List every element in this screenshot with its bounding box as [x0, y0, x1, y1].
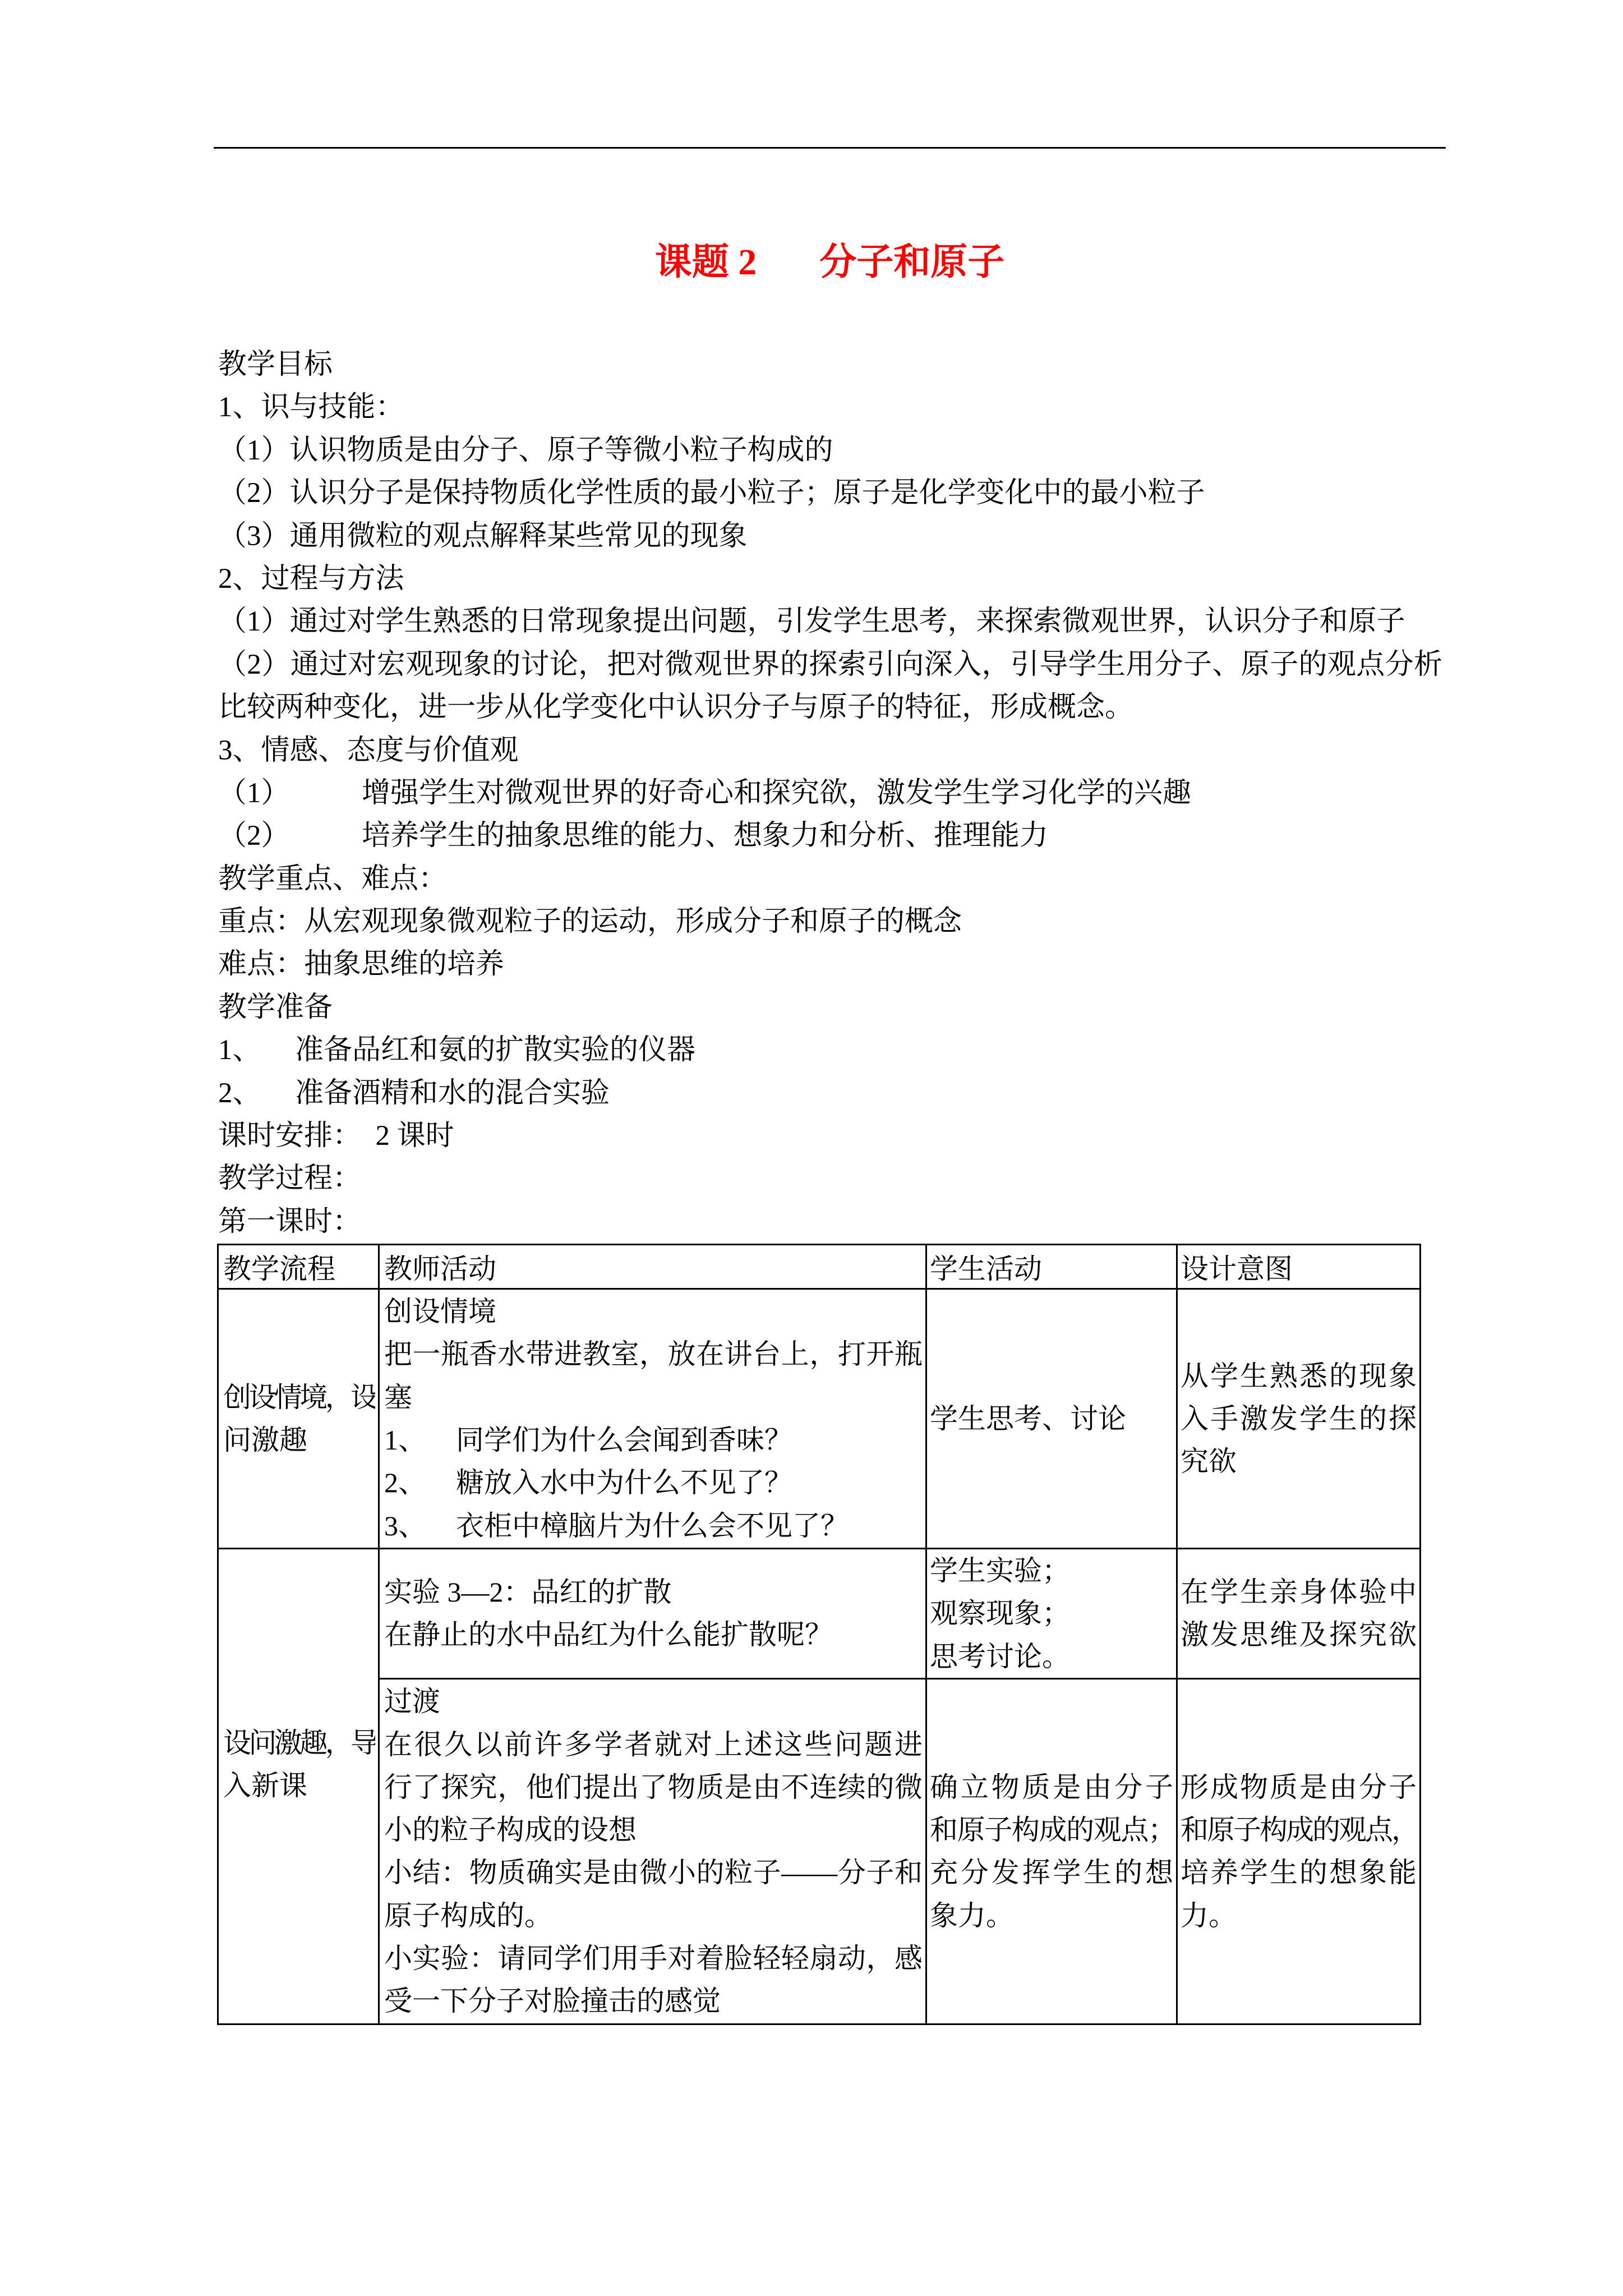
section-heading-first-period: 第一课时：	[218, 1205, 362, 1237]
cell-line: 受一下分子对脸撞击的感觉	[384, 1985, 721, 2017]
key-point: 重点：从宏观现象微观粒子的运动，形成分子和原子的概念	[218, 906, 962, 938]
cell-line: 在很久以前许多学者就对上述这些问题进	[384, 1728, 923, 1760]
cell-line: 从学生熟悉的现象	[1181, 1360, 1417, 1392]
list-marker: 2、	[384, 1467, 426, 1499]
list-marker: 1、	[384, 1424, 426, 1456]
table-row	[218, 1678, 1421, 2024]
cell-line: 象力。	[930, 1899, 1014, 1931]
preparation-item	[218, 1072, 1442, 1115]
objective-item: （1）通过对学生熟悉的日常现象提出问题，引发学生思考，来探索微观世界，认识分子和原子	[218, 606, 1405, 638]
cell-line: 实验 3—2：品红的扩散	[384, 1576, 672, 1608]
objective-item: （2）通过对宏观现象的讨论，把对微观世界的探索引向深入，引导学生用分子、原子的观点分析	[218, 648, 1442, 680]
objective-item: （1）认识物质是由分子、原子等微小粒子构成的	[218, 434, 833, 466]
cell-line: 究欲	[1181, 1446, 1237, 1478]
cell-line: 在静止的水中品红为什么能扩散呢？	[384, 1619, 833, 1651]
teacher-activity-cell	[379, 1289, 926, 1549]
subsection-heading: 3、情感、态度与价值观	[218, 734, 519, 766]
lesson-name: 分子和原子	[819, 242, 1005, 283]
cell-line: 形成物质是由分子	[1181, 1771, 1417, 1803]
lesson-number: 课题 2	[654, 242, 757, 283]
cell-line: 学生思考、讨论	[930, 1402, 1126, 1434]
student-activity-cell	[926, 1678, 1177, 2024]
cell-line: 创设情境，设	[223, 1381, 375, 1413]
list-text: 准备品红和氨的扩散实验的仪器	[295, 1034, 696, 1066]
cell-line: 和原子构成的观点；	[930, 1814, 1173, 1846]
cell-line: 问激趣	[223, 1424, 307, 1456]
list-marker: 2、	[218, 1077, 261, 1109]
header-cell-student: 学生活动	[926, 1245, 1177, 1289]
page-title	[214, 240, 1446, 285]
stage-cell	[218, 1549, 379, 2024]
table-row	[218, 1289, 1421, 1549]
cell-line: 设问激趣，导	[223, 1727, 375, 1759]
cell-line: 小的粒子构成的设想	[384, 1814, 637, 1846]
list-marker: 3、	[384, 1510, 426, 1542]
cell-line: 创设情境	[384, 1296, 496, 1328]
objective-item	[218, 772, 1442, 815]
cell-line: 入手激发学生的探	[1181, 1402, 1417, 1434]
cell-line: 小实验：请同学们用手对着脸轻轻扇动，感	[384, 1942, 923, 1974]
header-rule	[214, 147, 1446, 149]
list-marker: （2）	[218, 820, 290, 852]
lesson-flow-table	[217, 1244, 1421, 2025]
header-cell-teacher: 教师活动	[379, 1245, 926, 1289]
objective-item	[218, 815, 1442, 857]
list-text: 培养学生的抽象思维的能力、想象力和分析、推理能力	[362, 820, 1049, 852]
cell-line: 培养学生的想象能	[1181, 1857, 1417, 1889]
cell-line: 学生实验；	[930, 1555, 1070, 1586]
preparation-item	[218, 1029, 1442, 1071]
cell-line: 把一瓶香水带进教室，放在讲台上，打开瓶	[384, 1338, 923, 1370]
cell-line: 思考讨论。	[930, 1640, 1070, 1672]
cell-line: 充分发挥学生的想	[930, 1857, 1173, 1889]
question-text: 糖放入水中为什么不见了？	[456, 1467, 792, 1499]
question-item	[384, 1461, 923, 1504]
cell-line: 原子构成的。	[384, 1899, 552, 1931]
cell-line: 行了探究，他们提出了物质是由不连续的微	[384, 1771, 923, 1803]
cell-line: 激发思维及探究欲	[1181, 1619, 1417, 1651]
question-text: 衣柜中樟脑片为什么会不见了？	[456, 1510, 849, 1542]
section-heading-preparation: 教学准备	[218, 991, 333, 1023]
cell-line: 和原子构成的观点，	[1181, 1814, 1417, 1846]
cell-line: 入新课	[223, 1769, 307, 1801]
cell-line: 塞	[384, 1381, 412, 1413]
question-item	[384, 1419, 923, 1461]
list-marker: 1、	[218, 1034, 261, 1066]
cell-line: 过渡	[384, 1686, 440, 1718]
section-heading-objectives: 教学目标	[218, 349, 333, 380]
list-marker: （1）	[218, 777, 290, 809]
objective-item: （2）认识分子是保持物质化学性质的最小粒子；原子是化学变化中的最小粒子	[218, 477, 1205, 509]
table-row	[218, 1549, 1421, 1679]
section-heading-key-points: 教学重点、难点：	[218, 863, 448, 895]
student-activity-cell	[926, 1549, 1177, 1679]
cell-line: 小结：物质确实是由微小的粒子——分子和	[384, 1857, 923, 1889]
difficult-point: 难点：抽象思维的培养	[218, 949, 505, 981]
design-intent-cell	[1177, 1549, 1421, 1679]
subsection-heading: 1、识与技能：	[218, 392, 404, 424]
list-text: 增强学生对微观世界的好奇心和探究欲，激发学生学习化学的兴趣	[362, 777, 1192, 809]
list-text: 准备酒精和水的混合实验	[295, 1077, 610, 1109]
cell-line: 观察现象；	[930, 1598, 1070, 1630]
header-cell-intent: 设计意图	[1177, 1245, 1421, 1289]
teacher-activity-cell	[379, 1549, 926, 1679]
subsection-heading: 2、过程与方法	[218, 563, 404, 595]
teacher-activity-cell	[379, 1678, 926, 2024]
cell-line: 力。	[1181, 1899, 1237, 1931]
header-cell-flow: 教学流程	[218, 1245, 379, 1289]
stage-cell	[218, 1289, 379, 1549]
question-text: 同学们为什么会闻到香味？	[456, 1424, 792, 1456]
table-header-row	[218, 1245, 1421, 1289]
objective-item: （3）通用微粒的观点解释某些常见的现象	[218, 520, 748, 552]
cell-line: 确立物质是由分子	[930, 1771, 1173, 1803]
lesson-body	[218, 343, 1442, 1243]
design-intent-cell	[1177, 1678, 1421, 2024]
question-item	[384, 1504, 923, 1547]
design-intent-cell	[1177, 1289, 1421, 1549]
student-activity-cell	[926, 1289, 1177, 1549]
objective-item-continued: 比较两种变化，进一步从化学变化中认识分子与原子的特征，形成概念。	[218, 692, 1134, 724]
class-hours: 课时安排： 2 课时	[218, 1120, 454, 1152]
section-heading-process: 教学过程：	[218, 1163, 362, 1195]
cell-line: 在学生亲身体验中	[1181, 1576, 1417, 1608]
